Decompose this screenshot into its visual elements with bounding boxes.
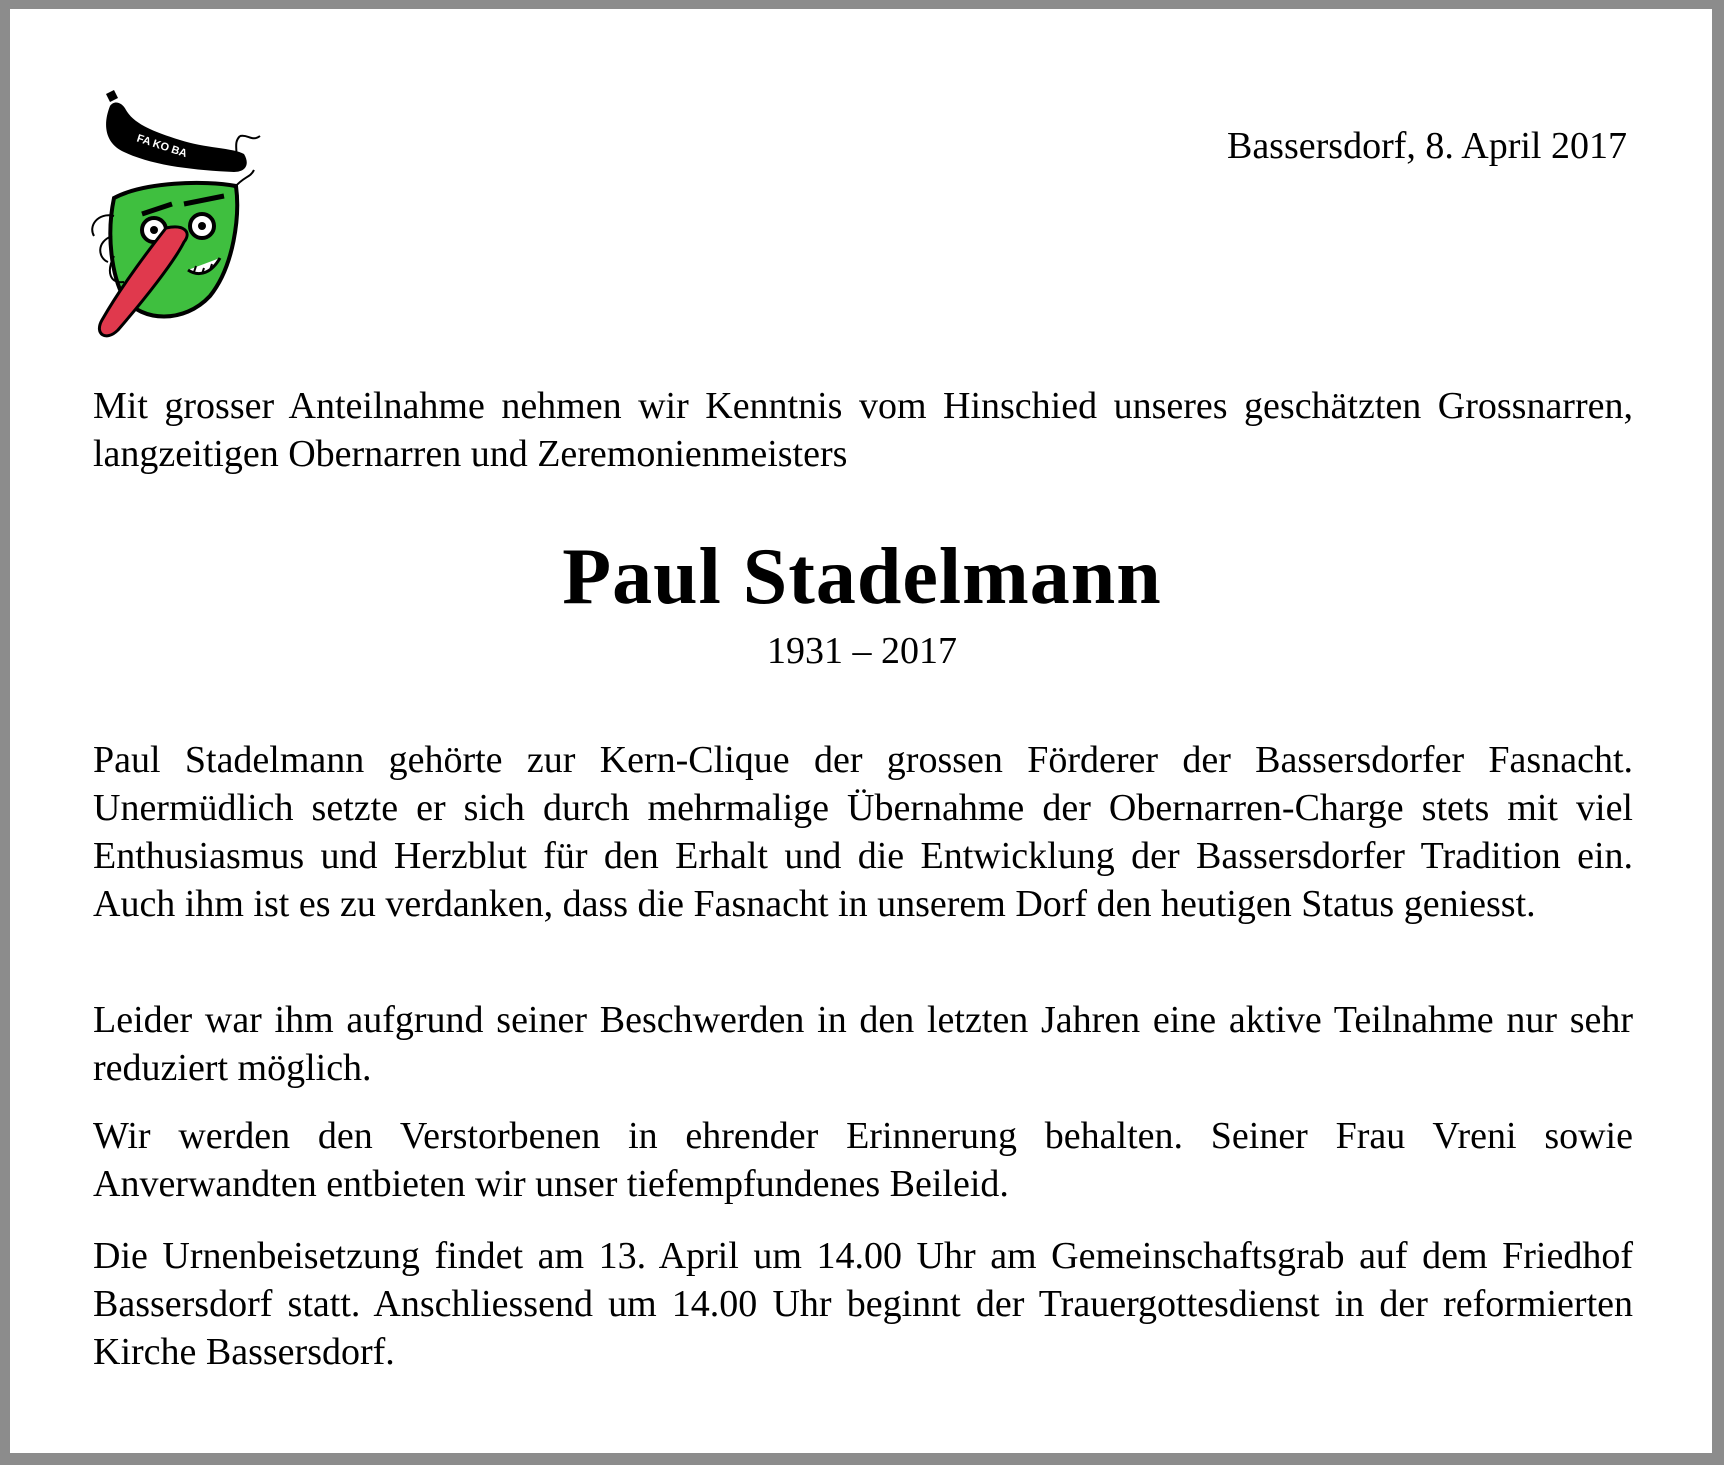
body-paragraph: Paul Stadelmann gehörte zur Kern-Clique der grossen Förderer der Bassersdorfer Fasnacht. Unermüdlich setzte er sich durch mehrmalige Übernahme der Obernarren-Charge stets mit viel Enthusiasmus und Herzblut für den Erhalt und die Entwicklung der Bassersdorfer Tradition ein. Auch ihm ist es zu verdanken, dass die Fasnacht in unserem Dorf den heutigen Status geniesst.	[93, 739, 1633, 925]
sausage-end-left	[106, 90, 118, 102]
body-paragraph: Leider war ihm aufgrund seiner Beschwerden in den letzten Jahren eine aktive Teilnahme nur sehr reduziert möglich.	[93, 999, 1633, 1089]
sausage-label: FA KO BA	[135, 132, 189, 161]
body-paragraph: Die Urnenbeisetzung findet am 13. April um 14.00 Uhr am Gemeinschaftsgrab auf dem Friedhof Bassersdorf statt. Anschliessend um 14.00 Uhr beginnt der Trauergottesdienst in der reformierten Kirche Bassersdorf.	[93, 1235, 1633, 1373]
deceased-name: Paul Stadelmann	[562, 533, 1162, 621]
deceased-years: 1931 – 2017	[767, 630, 957, 672]
body-paragraph: Wir werden den Verstorbenen in ehrender Erinnerung behalten. Seiner Frau Vreni sowie Anverwandten entbieten wir unser tiefempfundenes Beileid.	[93, 1115, 1633, 1205]
sausage-shape	[106, 103, 247, 172]
mask-hair-right	[234, 170, 254, 188]
intro-paragraph: Mit grosser Anteilnahme nehmen wir Kenntnis vom Hinschied unseres geschätzten Grossnarren, langzeitigen Obernarren und Zeremonienmeisters	[93, 385, 1633, 475]
fakoba-mask-logo	[84, 86, 284, 356]
place-date: Bassersdorf, 8. April 2017	[1226, 125, 1627, 167]
